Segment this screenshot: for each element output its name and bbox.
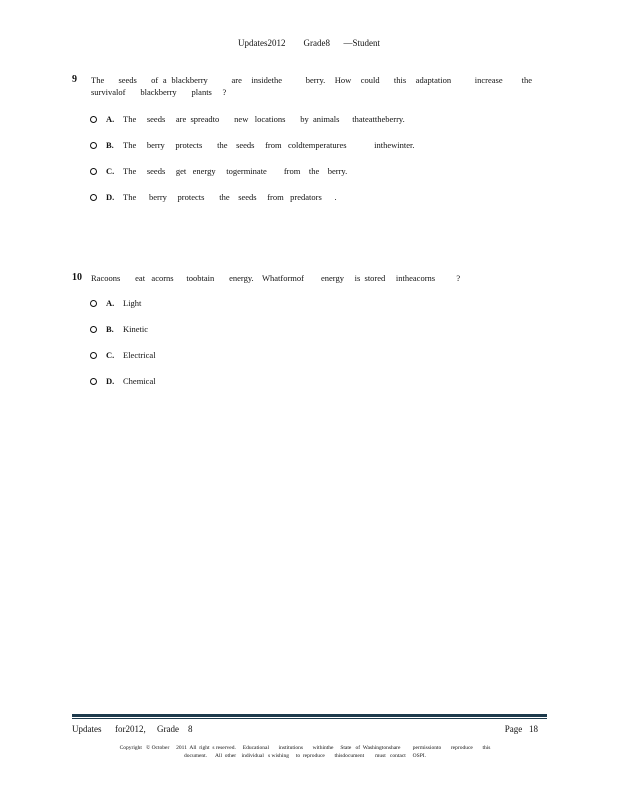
footer-title: Updates for2012, Grade 8 bbox=[72, 724, 193, 734]
option-text: The seeds get energy togerminate from the berry. bbox=[123, 166, 348, 176]
question-text-line1: The seeds of a blackberry are insidethe berry. How could this adaptation increase the bbox=[91, 75, 532, 85]
option-letter: B. bbox=[106, 324, 114, 334]
option-letter: A. bbox=[106, 114, 115, 124]
option-text: The berry protects the seeds from predators . bbox=[123, 192, 337, 202]
radio-bubble-icon[interactable] bbox=[90, 142, 97, 149]
option-letter: B. bbox=[106, 140, 114, 150]
option-letter: D. bbox=[106, 192, 115, 202]
option-text: The berry protects the seeds from coldtemperatures inthewinter. bbox=[123, 140, 415, 150]
answer-options bbox=[90, 114, 415, 218]
answer-option-c[interactable] bbox=[90, 350, 156, 376]
question-stem bbox=[72, 74, 532, 97]
page-number: Page 18 bbox=[504, 724, 538, 734]
answer-option-d[interactable] bbox=[90, 192, 415, 218]
question-9 bbox=[72, 74, 532, 202]
answer-option-a[interactable] bbox=[90, 114, 415, 140]
option-letter: C. bbox=[106, 350, 115, 360]
option-text: Chemical bbox=[123, 376, 156, 386]
radio-bubble-icon[interactable] bbox=[90, 168, 97, 175]
option-text: Electrical bbox=[123, 350, 156, 360]
option-letter: C. bbox=[106, 166, 115, 176]
option-text: Kinetic bbox=[123, 324, 149, 334]
question-stem bbox=[72, 272, 532, 284]
question-number: 9 bbox=[72, 74, 77, 85]
radio-bubble-icon[interactable] bbox=[90, 326, 97, 333]
radio-bubble-icon[interactable] bbox=[90, 352, 97, 359]
option-text: The seeds are spreadto new locations by animals thateattheberry. bbox=[123, 114, 405, 124]
radio-bubble-icon[interactable] bbox=[90, 194, 97, 201]
radio-bubble-icon[interactable] bbox=[90, 300, 97, 307]
answer-option-c[interactable] bbox=[90, 166, 415, 192]
option-letter: A. bbox=[106, 298, 115, 308]
question-number: 10 bbox=[72, 272, 82, 283]
question-text-line1: Racoons eat acorns toobtain energy. Whatformof energy is stored intheacorns ? bbox=[91, 273, 461, 283]
radio-bubble-icon[interactable] bbox=[90, 378, 97, 385]
answer-option-b[interactable] bbox=[90, 324, 156, 350]
answer-option-b[interactable] bbox=[90, 140, 415, 166]
option-text: Light bbox=[123, 298, 142, 308]
answer-option-a[interactable] bbox=[90, 298, 156, 324]
answer-options bbox=[90, 298, 156, 402]
footer-divider-thin bbox=[72, 718, 547, 719]
radio-bubble-icon[interactable] bbox=[90, 116, 97, 123]
option-letter: D. bbox=[106, 376, 115, 386]
question-10 bbox=[72, 272, 532, 386]
page-header: Updates2012 Grade8 —Student bbox=[238, 38, 380, 48]
answer-option-d[interactable] bbox=[90, 376, 156, 402]
copyright-notice: Copyright © October 2011 All right s reserved. Educational institutions withinthe State of Washingtonshare permissionto reproduce this document. All other individual s wishing to reproduce thisdocument must contact OSPI. bbox=[119, 745, 491, 759]
footer-divider bbox=[72, 714, 547, 717]
question-text-line2: survivalof blackberry plants ? bbox=[91, 87, 227, 97]
